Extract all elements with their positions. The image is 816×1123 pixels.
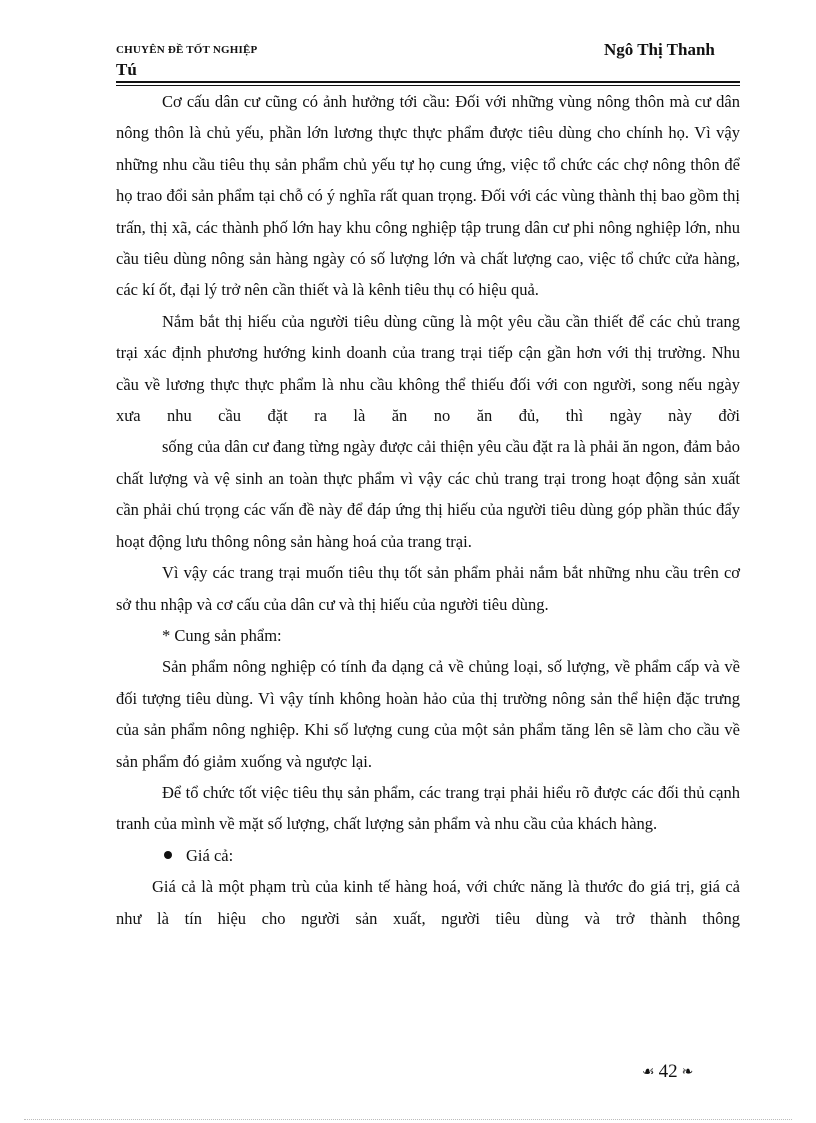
paragraph-living-standards: sống của dân cư đang từng ngày được cải thiện yêu cầu đặt ra là phải ăn ngon, đảm bảo chất lượng và vệ sinh an toàn thực phẩm vì vậy các chủ trang trại trong hoạt động sản xuất cần phải chú trọng các vấn đề này để đáp ứng thị hiếu của người tiêu dùng góp phần thúc đẩy hoạt động lưu thông nông sản hàng hoá của trang trại.: [116, 437, 740, 551]
paragraph-conclusion-demand: Vì vậy các trang trại muốn tiêu thụ tốt sản phẩm phải nắm bắt những nhu cầu trên cơ sở thu nhập và cơ cấu của dân cư và thị hiếu của người tiêu dùng.: [116, 563, 740, 614]
paragraph-consumer-taste: Nắm bắt thị hiếu của người tiêu dùng cũng là một yêu cầu cần thiết để các chủ trang trại xác định phương hướng kinh doanh của trang trại tiếp cận gần hơn với thị trường. Nhu cầu về lương thực thực phẩm là nhu cầu không thể thiếu đối với con người, song nếu ngày xưa nhu cầu đặt ra là ăn no ăn đủ, thì ngày này đời: [116, 311, 740, 426]
ornament-right-icon: ❧: [681, 1064, 694, 1080]
bullet-price-heading: [116, 840, 740, 871]
document-body: [116, 86, 740, 934]
paragraph-population-structure: Cơ cấu dân cư cũng có ảnh hưởng tới cầu: Đối với những vùng nông thôn mà cư dân nông thôn là chủ yếu, phần lớn lương thực thực phẩm được tiêu dùng cho chính họ. Vì vậy những nhu cầu tiêu thụ sản phẩm chủ yếu tự họ cung ứng, việc tổ chức các chợ nông thôn để họ trao đổi sản phẩm tại chỗ có ý nghĩa rất quan trọng. Đối với các vùng thành thị bao gồm thị trấn, thị xã, các thành phố lớn hay khu công nghiệp tập trung dân cư phi nông nghiệp lớn, nhu cầu tiêu dùng nông sản hàng ngày có số lượng lớn và chất lượng cao, việc tổ chức cửa hàng, các kí ốt, đại lý trở nên cần thiết và là kênh tiêu thụ có hiệu quả.: [116, 92, 740, 300]
bullet-icon: [164, 851, 172, 859]
header-author: Ngô Thị Thanh: [604, 40, 715, 59]
section-heading-price: Giá cả:: [186, 845, 234, 865]
page-number: 42: [658, 1061, 678, 1082]
header-rule-thick: [116, 81, 740, 83]
ornament-left-icon: ☙: [642, 1064, 655, 1080]
header-title: CHUYÊN ĐỀ TỐT NGHIỆP: [116, 44, 258, 56]
page-footer: [638, 1061, 697, 1083]
header-title-continuation: Tú: [116, 60, 137, 79]
paragraph-price: Giá cả là một phạm trù của kinh tế hàng hoá, với chức năng là thước đo giá trị, giá cả như là tín hiệu cho người sản xuất, người tiêu dùng và trở thành thông: [116, 877, 740, 928]
section-heading-supply: * Cung sản phẩm:: [162, 625, 282, 645]
paragraph-supply: Sản phẩm nông nghiệp có tính đa dạng cả về chủng loại, số lượng, về phẩm cấp và về đối tượng tiêu dùng. Vì vậy tính không hoàn hảo của thị trường nông sản thể hiện đặc trưng của sản phẩm nông nghiệp. Khi số lượng cung của một sản phẩm tăng lên sẽ làm cho cầu về sản phẩm đó giảm xuống và ngược lại.: [116, 657, 740, 771]
page-edge-divider: [24, 1119, 792, 1120]
paragraph-competitors: Để tổ chức tốt việc tiêu thụ sản phẩm, các trang trại phải hiểu rõ được các đối thủ cạnh tranh của mình về mặt số lượng, chất lượng sản phẩm và nhu cầu của khách hàng.: [116, 782, 740, 834]
